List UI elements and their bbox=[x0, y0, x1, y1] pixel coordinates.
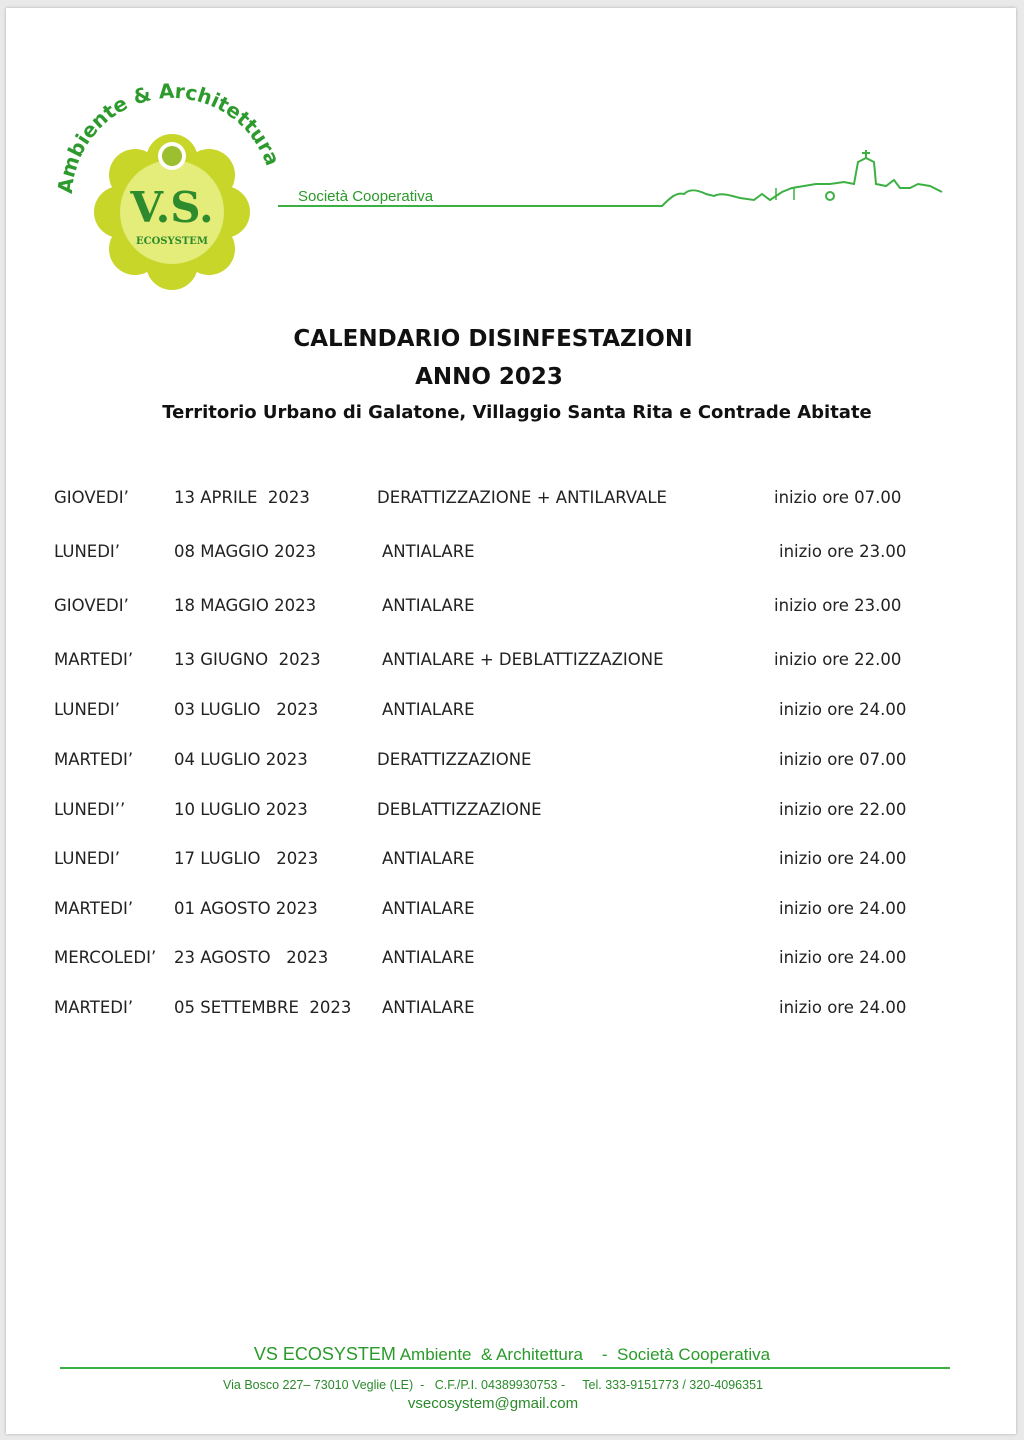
schedule-day: MARTEDI’ bbox=[54, 998, 134, 1017]
schedule-date: 13 APRILE 2023 bbox=[174, 488, 310, 507]
schedule-time: inizio ore 24.00 bbox=[779, 998, 907, 1017]
cooperative-label: Società Cooperativa bbox=[298, 188, 434, 205]
schedule-date: 08 MAGGIO 2023 bbox=[174, 542, 317, 561]
schedule-time: inizio ore 07.00 bbox=[779, 750, 907, 769]
schedule-date: 18 MAGGIO 2023 bbox=[174, 596, 317, 615]
schedule-activity: ANTIALARE + DEBLATTIZZAZIONE bbox=[382, 650, 664, 669]
schedule-day: MERCOLEDI’ bbox=[54, 948, 157, 967]
schedule-activity: DERATTIZZAZIONE + ANTILARVALE bbox=[377, 488, 667, 507]
schedule-activity: ANTIALARE bbox=[382, 948, 475, 967]
document-year: ANNO 2023 bbox=[415, 364, 563, 390]
schedule-time: inizio ore 23.00 bbox=[774, 596, 902, 615]
schedule-activity: ANTIALARE bbox=[382, 700, 475, 719]
schedule-activity: DEBLATTIZZAZIONE bbox=[377, 800, 542, 819]
schedule-date: 10 LUGLIO 2023 bbox=[174, 800, 308, 819]
schedule-time: inizio ore 24.00 bbox=[779, 899, 907, 918]
schedule-row bbox=[0, 700, 1024, 724]
town-skyline-graphic bbox=[270, 148, 950, 218]
logo-sub-text: ECOSYSTEM bbox=[135, 236, 209, 247]
schedule-day: LUNEDI’ bbox=[54, 700, 121, 719]
logo-main-text: V.S. bbox=[130, 183, 214, 232]
schedule-time: inizio ore 24.00 bbox=[779, 948, 907, 967]
schedule-activity: ANTIALARE bbox=[382, 899, 475, 918]
footer-address: Via Bosco 227– 73010 Veglie (LE) - C.F./P.I. 04389930753 - Tel. 333-9151773 / 320-4096351 bbox=[223, 1378, 763, 1392]
schedule-date: 05 SETTEMBRE 2023 bbox=[174, 998, 352, 1017]
schedule-row bbox=[0, 650, 1024, 674]
schedule-activity: ANTIALARE bbox=[382, 596, 475, 615]
schedule-time: inizio ore 22.00 bbox=[774, 650, 902, 669]
footer-company-desc: Ambiente & Architettura - Società Cooperativa bbox=[395, 1345, 771, 1364]
footer-company-name: VS ECOSYSTEM bbox=[253, 1344, 396, 1364]
schedule-day: LUNEDI’ bbox=[54, 542, 121, 561]
schedule-row bbox=[0, 948, 1024, 972]
schedule-row bbox=[0, 596, 1024, 620]
schedule-time: inizio ore 24.00 bbox=[779, 700, 907, 719]
schedule-time: inizio ore 24.00 bbox=[779, 849, 907, 868]
schedule-day: MARTEDI’ bbox=[54, 750, 134, 769]
logo-arc-text: Ambiente & Architettura bbox=[52, 80, 285, 195]
schedule-date: 23 AGOSTO 2023 bbox=[174, 948, 329, 967]
schedule-day: MARTEDI’ bbox=[54, 650, 134, 669]
schedule-activity: ANTIALARE bbox=[382, 542, 475, 561]
schedule-row bbox=[0, 849, 1024, 873]
schedule-row bbox=[0, 998, 1024, 1022]
schedule-time: inizio ore 23.00 bbox=[779, 542, 907, 561]
footer-email: vsecosystem@gmail.com bbox=[407, 1395, 579, 1412]
schedule-time: inizio ore 22.00 bbox=[779, 800, 907, 819]
footer-divider bbox=[60, 1367, 950, 1369]
schedule-row bbox=[0, 750, 1024, 774]
schedule-time: inizio ore 07.00 bbox=[774, 488, 902, 507]
schedule-row bbox=[0, 488, 1024, 512]
schedule-row bbox=[0, 800, 1024, 824]
schedule-activity: ANTIALARE bbox=[382, 849, 475, 868]
schedule-date: 03 LUGLIO 2023 bbox=[174, 700, 319, 719]
schedule-day: GIOVEDI’ bbox=[54, 596, 129, 615]
schedule-day: GIOVEDI’ bbox=[54, 488, 129, 507]
schedule-date: 17 LUGLIO 2023 bbox=[174, 849, 319, 868]
vs-ecosystem-logo bbox=[50, 80, 290, 300]
schedule-date: 13 GIUGNO 2023 bbox=[174, 650, 321, 669]
schedule-activity: DERATTIZZAZIONE bbox=[377, 750, 532, 769]
schedule-activity: ANTIALARE bbox=[382, 998, 475, 1017]
schedule-day: LUNEDI’’ bbox=[54, 800, 126, 819]
schedule-day: MARTEDI’ bbox=[54, 899, 134, 918]
document-title: CALENDARIO DISINFESTAZIONI bbox=[293, 326, 693, 352]
document-subtitle: Territorio Urbano di Galatone, Villaggio Santa Rita e Contrade Abitate bbox=[162, 402, 872, 423]
footer-company bbox=[0, 1344, 1024, 1365]
schedule-day: LUNEDI’ bbox=[54, 849, 121, 868]
schedule-date: 01 AGOSTO 2023 bbox=[174, 899, 318, 918]
schedule-date: 04 LUGLIO 2023 bbox=[174, 750, 308, 769]
schedule-row bbox=[0, 899, 1024, 923]
schedule-row bbox=[0, 542, 1024, 566]
